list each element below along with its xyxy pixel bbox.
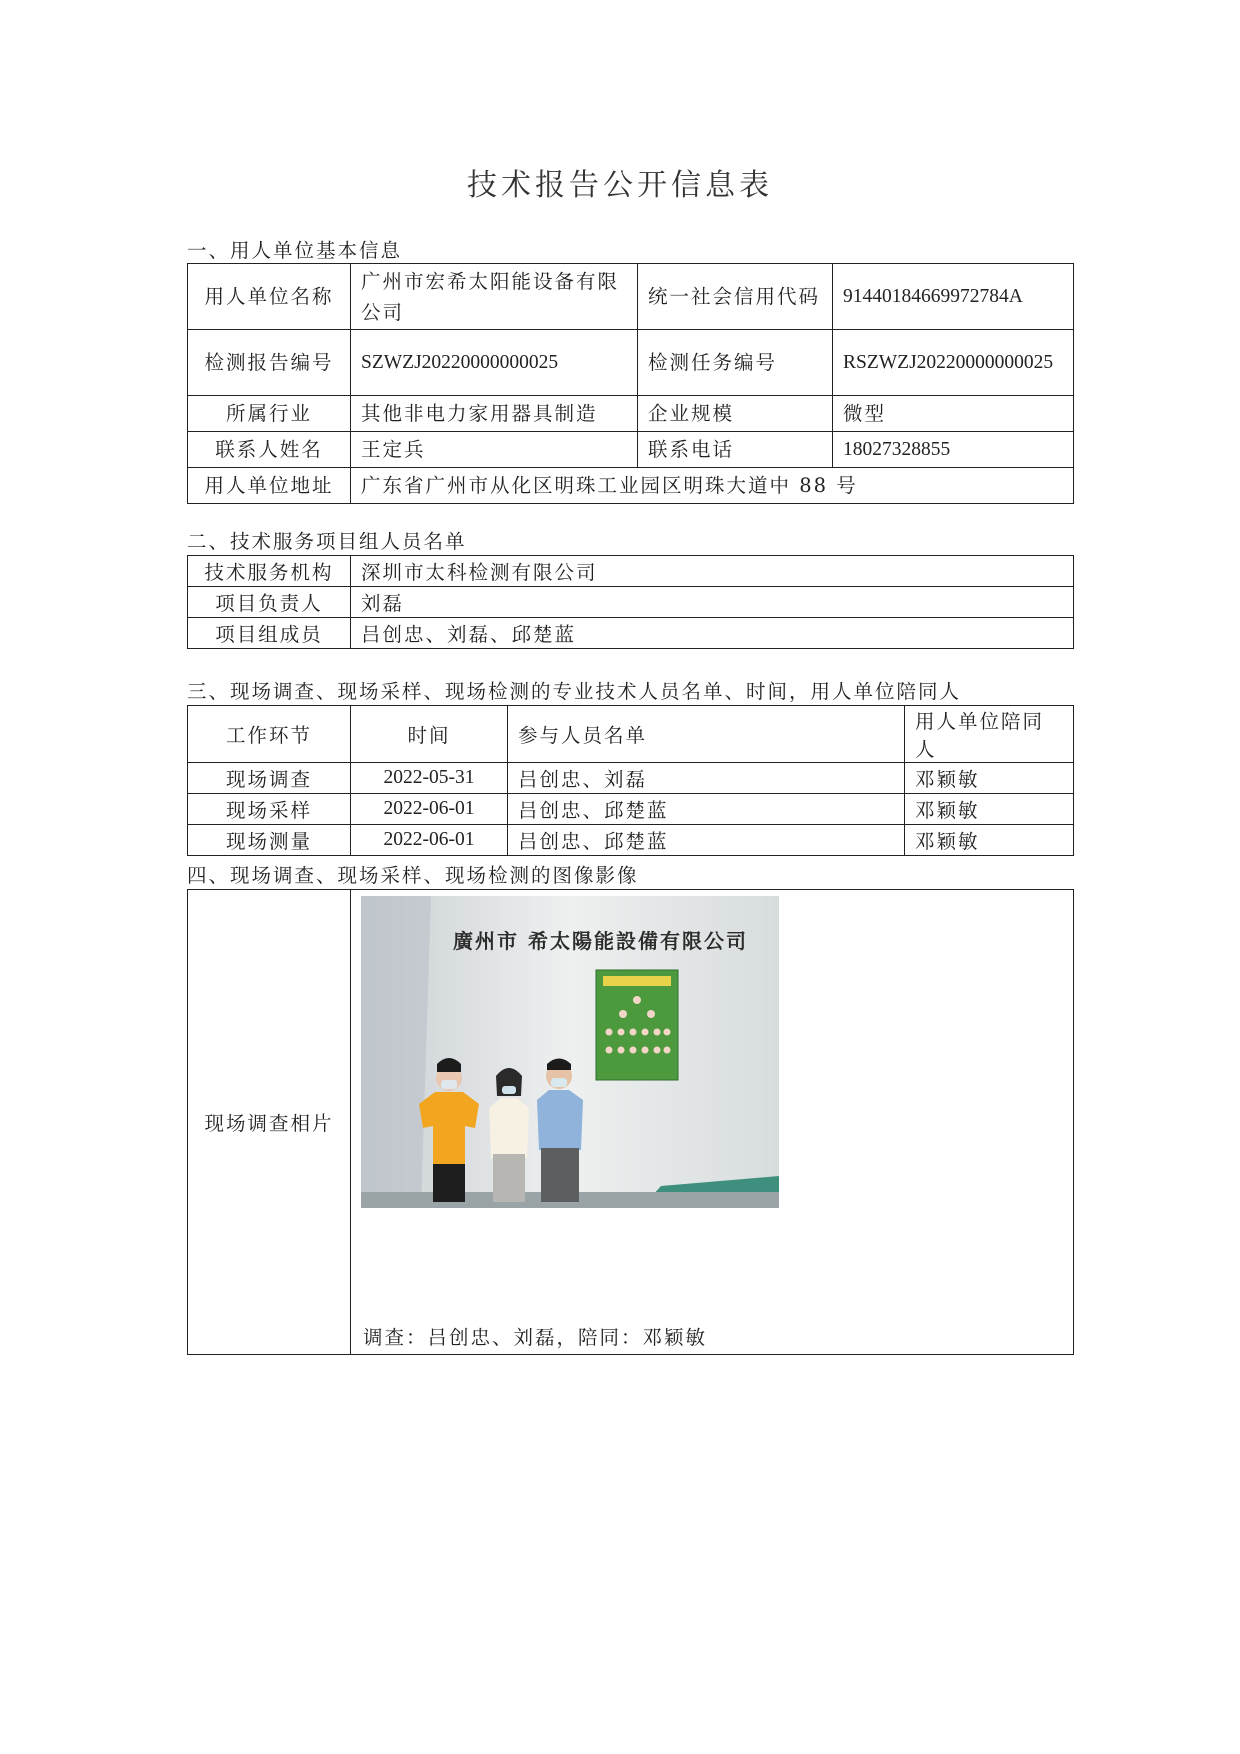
team-table (187, 555, 1074, 649)
escort-cell: 邓颖敏 (905, 794, 1074, 825)
header-cell: 参与人员名单 (508, 706, 905, 763)
table-row (188, 432, 1074, 468)
members-value: 吕创忠、刘磊、邱楚蓝 (351, 618, 1074, 649)
org-label: 技术服务机构 (188, 556, 351, 587)
table-row (188, 330, 1074, 396)
table-row (188, 587, 1074, 618)
industry-label: 所属行业 (188, 396, 351, 432)
phone-value: 18027328855 (833, 432, 1074, 468)
unit-name-label: 用人单位名称 (188, 264, 351, 330)
address-value: 广东省广州市从化区明珠工业园区明珠大道中 88 号 (351, 468, 1074, 504)
header-cell: 工作环节 (188, 706, 351, 763)
photo-label: 现场调查相片 (188, 890, 351, 1355)
scale-label: 企业规模 (638, 396, 833, 432)
phone-label: 联系电话 (638, 432, 833, 468)
stage-cell: 现场采样 (188, 794, 351, 825)
wall-sign-text: 廣州市 希太陽能設備有限公司 (453, 929, 748, 953)
photo-cell (351, 890, 1074, 1355)
staff-cell: 吕创忠、邱楚蓝 (508, 825, 905, 856)
header-cell: 时间 (351, 706, 508, 763)
table-row (188, 763, 1074, 794)
staff-cell: 吕创忠、邱楚蓝 (508, 794, 905, 825)
contact-value: 王定兵 (351, 432, 638, 468)
photo-table (187, 889, 1074, 1355)
site-photo (361, 896, 779, 1208)
section4-heading: 四、现场调查、现场采样、现场检测的图像影像 (187, 864, 639, 887)
scale-value: 微型 (833, 396, 1074, 432)
escort-cell: 邓颖敏 (905, 763, 1074, 794)
report-no-label: 检测报告编号 (188, 330, 351, 396)
staff-cell: 吕创忠、刘磊 (508, 763, 905, 794)
table-row (188, 468, 1074, 504)
escort-cell: 邓颖敏 (905, 825, 1074, 856)
org-value: 深圳市太科检测有限公司 (351, 556, 1074, 587)
onsite-staff-table (187, 705, 1074, 856)
credit-code-value: 91440184669972784A (833, 264, 1074, 330)
task-no-value: RSZWZJ20220000000025 (833, 330, 1074, 396)
document-title: 技术报告公开信息表 (467, 168, 773, 203)
address-label: 用人单位地址 (188, 468, 351, 504)
table-row (188, 556, 1074, 587)
table-row (188, 825, 1074, 856)
table-row (188, 264, 1074, 330)
table-header-row (188, 706, 1074, 763)
photo-caption: 调查：吕创忠、刘磊，陪同：邓颖敏 (363, 1326, 708, 1349)
section1-heading: 一、用人单位基本信息 (187, 239, 403, 262)
section3-heading: 三、现场调查、现场采样、现场检测的专业技术人员名单、时间，用人单位陪同人 (187, 680, 962, 703)
table-row (188, 618, 1074, 649)
members-label: 项目组成员 (188, 618, 351, 649)
header-cell: 用人单位陪同人 (905, 706, 1074, 763)
contact-label: 联系人姓名 (188, 432, 351, 468)
unit-name-value: 广州市宏希太阳能设备有限公司 (351, 264, 638, 330)
table-row (188, 396, 1074, 432)
unit-info-table (187, 263, 1074, 504)
date-cell: 2022-06-01 (351, 825, 508, 856)
stage-cell: 现场调查 (188, 763, 351, 794)
report-no-value: SZWZJ20220000000025 (351, 330, 638, 396)
leader-value: 刘磊 (351, 587, 1074, 618)
section2-heading: 二、技术服务项目组人员名单 (187, 530, 467, 553)
credit-code-label: 统一社会信用代码 (638, 264, 833, 330)
date-cell: 2022-06-01 (351, 794, 508, 825)
leader-label: 项目负责人 (188, 587, 351, 618)
table-row (188, 794, 1074, 825)
task-no-label: 检测任务编号 (638, 330, 833, 396)
date-cell: 2022-05-31 (351, 763, 508, 794)
industry-value: 其他非电力家用器具制造 (351, 396, 638, 432)
stage-cell: 现场测量 (188, 825, 351, 856)
table-row (188, 890, 1074, 1355)
